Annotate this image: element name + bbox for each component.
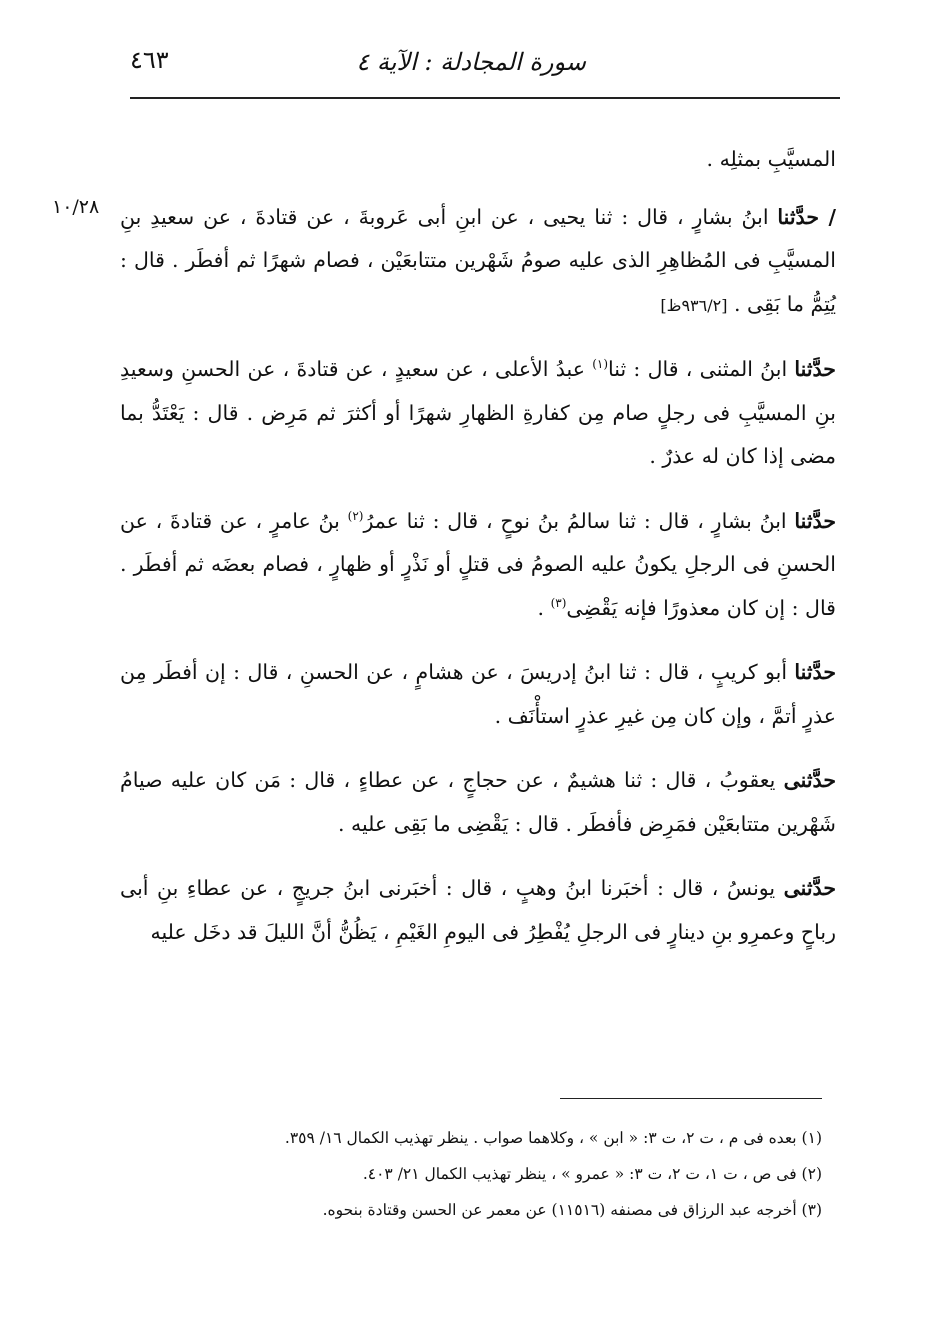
paragraph-4 — [120, 500, 836, 631]
paragraph-2 — [120, 196, 836, 328]
paragraph-text: عبدُ الأعلى ، عن سعيدٍ ، عن قتادةَ ، عن الحسنِ وسعيدِ بنِ المسيَّبِ فى رجلٍ صام مِن كفارةِ الظهارِ شهرًا أو أكثرَ ثم مَرِض . قال : يَعْتَدُّ بما مضى إذا كان له عذرٌ . — [120, 357, 836, 468]
paragraph-lead: حدَّثنا — [794, 660, 836, 684]
paragraph-lead: حدَّثنى — [783, 768, 836, 792]
paragraph-text: ابنُ المثنى ، قال : ثنا — [608, 357, 795, 381]
paragraph-3 — [120, 348, 836, 479]
footnote-marker: (٢) — [347, 508, 364, 523]
header-rule — [130, 97, 840, 99]
footnote-1: (١) بعده فى م ، ت ٢، ت ٣: « ابن » ، وكلاهما صواب . ينظر تهذيب الكمال ١٦/ ٣٥٩. — [284, 1129, 822, 1147]
paragraph-lead: / حدَّثنا — [777, 204, 836, 229]
paragraph-lead: حدَّثنا — [794, 357, 836, 381]
paragraph-lead: حدَّثنا — [794, 508, 836, 533]
running-title: سورة المجادلة : الآية ٤ — [356, 48, 586, 76]
footnote-marker: (١) — [592, 357, 609, 372]
footnote-3: (٣) أخرجه عبد الرزاق فى مصنفه (١١٥١٦) عن معمر عن الحسن وقتادة بنحوه. — [322, 1201, 822, 1219]
page-number: ٤٦٣ — [130, 46, 169, 74]
paragraph-lead: حدَّثنى — [783, 876, 836, 900]
footnote-rule — [560, 1098, 822, 1099]
paragraph-text: . — [537, 595, 551, 620]
paragraph-text: بنُ عامرٍ ، عن قتادةَ ، عن الحسنِ فى الرجلِ يكونُ عليه الصومُ فى قتلٍ أو نَذْرٍ أو ظهارٍ ، فصام بعضَه ثم أفطَر . قال : إن كان معذورًا فإنه يَقْضِى — [120, 508, 836, 620]
page-header — [130, 40, 836, 90]
margin-reference: ١٠/٢٨ — [52, 196, 100, 218]
volume-reference: [٩٣٦/٢ظ] — [660, 295, 728, 315]
paragraph-text: ابنُ بشارٍ ، قال : ثنا يحيى ، عن ابنِ أبى عَروبةَ ، عن قتادةَ ، عن سعيدِ بنِ المسيَّبِ فى المُظاهِرِ الذى عليه صومُ شَهْرين متتابعَيْن ، فصام شهرًا ثم أفطَر . قال : يُتِمُّ ما بَقِى . — [120, 204, 836, 316]
footnote-2: (٢) فى ص ، ت ١، ت ٢، ت ٣: « عمرو » ، ينظر تهذيب الكمال ٢١/ ٤٠٣. — [362, 1165, 822, 1183]
paragraph-text: يعقوبُ ، قال : ثنا هشيمٌ ، عن حجاجٍ ، عن عطاءٍ ، قال : مَن كان عليه صيامُ شَهْرين متتابعَيْن فمَرِض فأفطَر . قال : يَقْضِى ما بَقِى عليه . — [120, 768, 836, 836]
paragraph-6 — [120, 759, 836, 846]
paragraph-text: أبو كريبٍ ، قال : ثنا ابنُ إدريسَ ، عن هشامٍ ، عن الحسنِ ، قال : إن أفطَر مِن عذرٍ أتمَّ ، وإن كان مِن غيرِ عذرٍ استأْنَف . — [120, 660, 836, 728]
paragraph-text: المسيَّبِ بمثلِه . — [706, 147, 836, 171]
paragraph-text: يونسُ ، قال : أخبَرنا ابنُ وهبٍ ، قال : أخبَرنى ابنُ جريجٍ ، عن عطاءِ بنِ أبى رباحٍ وعمرِو بنِ دينارٍ فى الرجلِ يُفْطِرُ فى اليومِ الغَيْمِ ، يَظُنُّ أنَّ الليلَ قد دخَل عليه — [120, 876, 836, 944]
footnotes — [150, 1120, 822, 1228]
main-text — [120, 138, 836, 975]
paragraph-text: ابنُ بشارٍ ، قال : ثنا سالمُ بنُ نوحٍ ، قال : ثنا عمرُ — [363, 508, 795, 533]
footnote-marker: (٣) — [550, 595, 567, 610]
paragraph-7 — [120, 867, 836, 954]
paragraph-1 — [120, 138, 836, 182]
paragraph-5 — [120, 651, 836, 738]
